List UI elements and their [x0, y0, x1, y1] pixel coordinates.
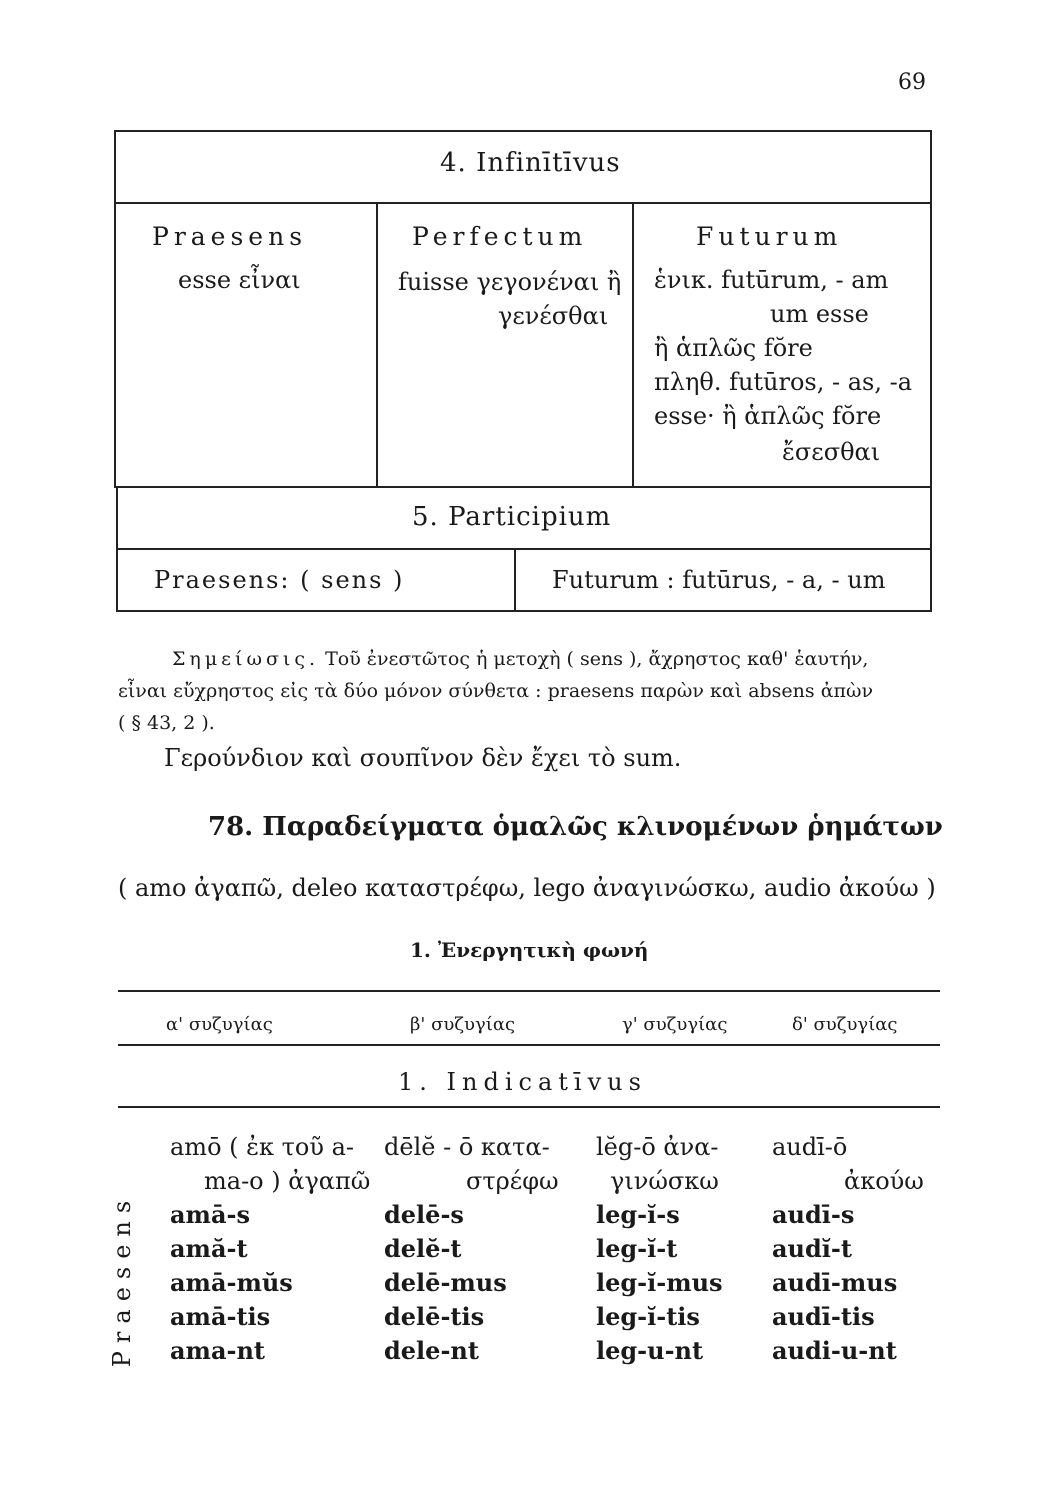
c4-form: audĭ-t [772, 1234, 852, 1263]
futurum-line1: ἑνικ. futūrum, - am [654, 266, 889, 294]
c2-form: delē-tis [384, 1302, 485, 1331]
page-number: 69 [898, 70, 926, 95]
c2-form: delē-s [384, 1200, 464, 1229]
c4-head1: audī-ō [772, 1133, 848, 1161]
c1-form: amā-mŭs [170, 1268, 293, 1297]
section-heading: 78. Παραδείγματα ὁμαλῶς κλινομένων ῥημάτων [208, 812, 943, 842]
conjugation-4 [772, 1130, 924, 1368]
c3-form: leg-u-nt [596, 1336, 704, 1365]
praesens-infinitive: esse εἶναι [178, 266, 301, 294]
note-line1: Τοῦ ἐνεστῶτος ἡ μετοχὴ ( sens ), ἄχρηστος καθ' ἑαυτήν, [325, 648, 869, 670]
perfectum-line1: fuisse γεγονέναι ἢ [398, 268, 622, 296]
c4-head2: ἀκούω [844, 1167, 924, 1195]
futurum-line5: esse· ἢ ἁπλῶς fŏre [654, 402, 882, 430]
futurum-header: Futurum [696, 222, 843, 251]
c1-form: amă-t [170, 1234, 248, 1263]
conjugation-1 [170, 1130, 370, 1368]
column-2-header: β' συζυγίας [410, 1014, 516, 1035]
column-1-header: α' συζυγίας [166, 1014, 273, 1035]
perfectum-line2: γενέσθαι [498, 302, 609, 330]
note-line3: ( § 43, 2 ). [118, 712, 215, 734]
c3-form: leg-ĭ-tis [596, 1302, 700, 1331]
c1-form: amā-tis [170, 1302, 271, 1331]
futurum-line6: ἔσεσθαι [782, 438, 881, 466]
c1-form: amā-s [170, 1200, 250, 1229]
voice-heading: 1. Ἐνεργητικὴ φωνή [410, 938, 649, 962]
conjugation-2 [384, 1130, 559, 1368]
c3-form: leg-ĭ-t [596, 1234, 678, 1263]
c4-form: audi-u-nt [772, 1336, 897, 1365]
note-label: Σημείωσις. [172, 648, 320, 670]
participle-futurum: Futurum : futūrus, - a, - um [552, 566, 886, 594]
participle-praesens: Praesens: ( sens ) [154, 566, 405, 594]
c4-form: audī-s [772, 1200, 855, 1229]
c3-form: leg-ĭ-mus [596, 1268, 723, 1297]
c2-head1: dēlĕ - ō κατα- [384, 1133, 550, 1161]
note-line4: Γερούνδιον καὶ σουπῖνον δὲν ἔχει τὸ sum. [164, 744, 682, 772]
column-4-header: δ' συζυγίας [792, 1014, 898, 1035]
infinitive-title: 4. Infinītīvus [440, 148, 621, 178]
c3-form: leg-ĭ-s [596, 1200, 680, 1229]
section-subtitle: ( amo ἀγαπῶ, deleo καταστρέφω, lego ἀναγινώσκω, audio ἀκούω ) [118, 874, 936, 902]
c2-form: delĕ-t [384, 1234, 462, 1263]
c1-form: ama-nt [170, 1336, 265, 1365]
c3-head1: lĕg-ō ἀνα- [596, 1133, 719, 1161]
c2-form: dele-nt [384, 1336, 479, 1365]
c2-form: delē-mus [384, 1268, 507, 1297]
futurum-line4: πληθ. futūros, - as, -a [654, 368, 913, 396]
c1-head2: ma-o ) ἀγαπῶ [204, 1167, 371, 1195]
praesens-header: Praesens [152, 222, 308, 251]
note-line2: εἶναι εὔχρηστος εἰς τὰ δύο μόνον σύνθετα : praesens παρὼν καὶ absens ἀπὼν [118, 680, 874, 702]
c4-form: audī-tis [772, 1302, 875, 1331]
c2-head2: στρέφω [466, 1167, 559, 1195]
futurum-line3: ἢ ἁπλῶς fŏre [654, 334, 813, 362]
tense-label: Praesens [108, 1192, 136, 1368]
column-3-header: γ' συζυγίας [622, 1014, 728, 1035]
conjugation-3 [596, 1130, 723, 1368]
mood-heading: 1. Indicatīvus [398, 1068, 647, 1096]
perfectum-header: Perfectum [412, 222, 588, 251]
c3-head2: γινώσκω [610, 1167, 719, 1195]
c1-head1: amō ( ἐκ τοῦ a- [170, 1133, 355, 1161]
participle-title: 5. Participium [412, 502, 612, 532]
futurum-line2: um esse [770, 300, 869, 328]
c4-form: audī-mus [772, 1268, 898, 1297]
